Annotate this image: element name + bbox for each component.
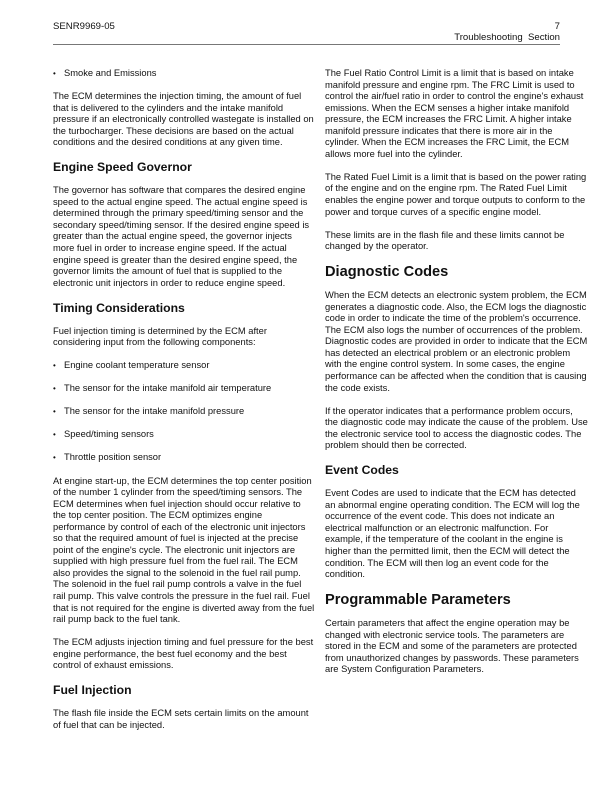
timing-components-list bbox=[53, 360, 315, 464]
document-id: SENR9969-05 bbox=[53, 21, 115, 32]
list-item: • The sensor for the intake manifold air temperature bbox=[53, 383, 315, 395]
heading-fuel-injection: Fuel Injection bbox=[53, 683, 132, 698]
list-item: • Throttle position sensor bbox=[53, 452, 315, 464]
heading-diagnostic-codes: Diagnostic Codes bbox=[325, 264, 449, 281]
left-column bbox=[53, 68, 315, 743]
paragraph-ecm-determines: The ECM determines the injection timing, the amount of fuel that is delivered to the cylinders and the intake manifold pressure if an electronically controlled wastegate is installed on the turbocharger. These decisions are based on the actual conditions and the desired conditions at any given time. bbox=[53, 91, 314, 148]
paragraph-event-codes: Event Codes are used to indicate that the ECM has detected an abnormal engine operating condition. The ECM will log the occurrence of the event code. This does not indicate an electrical malfunction or an electronic malfunction. For example, if the temperature of the coolant in the engine is higher than the permitted limit, then the ECM will detect the condition. The ECM will then log an event code for the condition. bbox=[325, 488, 580, 580]
right-column bbox=[325, 68, 588, 687]
list-item: • The sensor for the intake manifold pressure bbox=[53, 406, 315, 418]
header-right bbox=[454, 21, 560, 43]
paragraph-adjusts: The ECM adjusts injection timing and fuel pressure for the best engine performance, the best fuel economy and the best control of exhaust emissions. bbox=[53, 637, 314, 671]
paragraph-startup: At engine start-up, the ECM determines the top center position of the number 1 cylinder from the speed/timing sensors. The ECM determines when fuel injection should occur relative to the top center position. The ECM optimizes engine performance by control of each of the electronic unit injectors so that the required amount of fuel is injected at the precise point of the engine's cycle. The electronic unit injectors are supplied with high pressure fuel from the fuel rail. The ECM also provides the signal to the solenoid in the fuel rail pump. The solenoid in the fuel rail pump controls a valve in the fuel rail pump. This valve controls the pressure in the fuel rail. Fuel that is not required for the engine is diverted away from the fuel rail pump back to the fuel tank. bbox=[53, 475, 315, 625]
paragraph-diagnostic: When the ECM detects an electronic system problem, the ECM generates a diagnostic code. Also, the ECM logs the diagnostic code in order to indicate the time of the problem's occurrence. The ECM also logs the number of occurrences of the problem. Diagnostic codes are provided in order to indicate that the ECM has detected an electrical problem or an electronic problem with the engine control system. In some cases, the engine performance can be affected when the condition that is causing the code exists. bbox=[325, 290, 588, 393]
heading-event-codes: Event Codes bbox=[325, 463, 399, 478]
page-number: 7 bbox=[554, 21, 560, 32]
heading-timing-considerations: Timing Considerations bbox=[53, 300, 185, 315]
list-item: • Engine coolant temperature sensor bbox=[53, 360, 315, 372]
header-divider bbox=[53, 44, 560, 45]
heading-programmable-parameters: Programmable Parameters bbox=[325, 592, 511, 609]
paragraph-flash-file: The flash file inside the ECM sets certain limits on the amount of fuel that can be injected. bbox=[53, 708, 309, 730]
paragraph-frc-limit: The Fuel Ratio Control Limit is a limit that is based on intake manifold pressure and engine rpm. The FRC Limit is used to control the air/fuel ratio in order to control the engine's exhaust emissions. When the ECM senses a higher intake manifold pressure, the ECM increases the FRC Limit. A higher intake manifold pressure indicates that there is more air in the cylinder. When the ECM increases the FRC Limit, the ECM allows more fuel into the cylinder. bbox=[325, 68, 584, 159]
section-name: Troubleshooting Section bbox=[454, 32, 560, 44]
paragraph-governor: The governor has software that compares the desired engine speed to the actual engine speed. The actual engine speed is determined through the primary speed/timing sensor and the secondary speed/timing sensor. If the desired engine speed is greater than the actual engine speed, the governor injects more fuel in order to increase engine speed. If the actual engine speed is greater than the desired engine speed, the governor limits the amount of fuel that is supplied to the electronic unit injectors in order to reduce engine speed. bbox=[53, 185, 310, 288]
bullet-smoke-emissions: • Smoke and Emissions bbox=[53, 68, 315, 80]
heading-engine-speed-governor: Engine Speed Governor bbox=[53, 160, 192, 175]
paragraph-rated-fuel-limit: The Rated Fuel Limit is a limit that is based on the power rating of the engine and on the engine rpm. The Rated Fuel Limit enables the engine power and torque outputs to conform to the power and torque curves of a specific engine model. bbox=[325, 171, 587, 217]
paragraph-limits: These limits are in the flash file and these limits cannot be changed by the operator. bbox=[325, 229, 565, 252]
list-item: • Speed/timing sensors bbox=[53, 429, 315, 441]
paragraph-timing-intro: Fuel injection timing is determined by the ECM after considering input from the following components: bbox=[53, 325, 267, 348]
paragraph-operator: If the operator indicates that a performance problem occurs, the diagnostic code may indicate the cause of the problem. Use the electronic service tool to access the diagnostic codes. The problem should then be corrected. bbox=[325, 405, 588, 451]
paragraph-parameters: Certain parameters that affect the engine operation may be changed with electronic service tools. The parameters are stored in the ECM and some of the parameters are protected from unauthorized changes by passwords. These parameters are System Configuration Parameters. bbox=[325, 618, 579, 675]
